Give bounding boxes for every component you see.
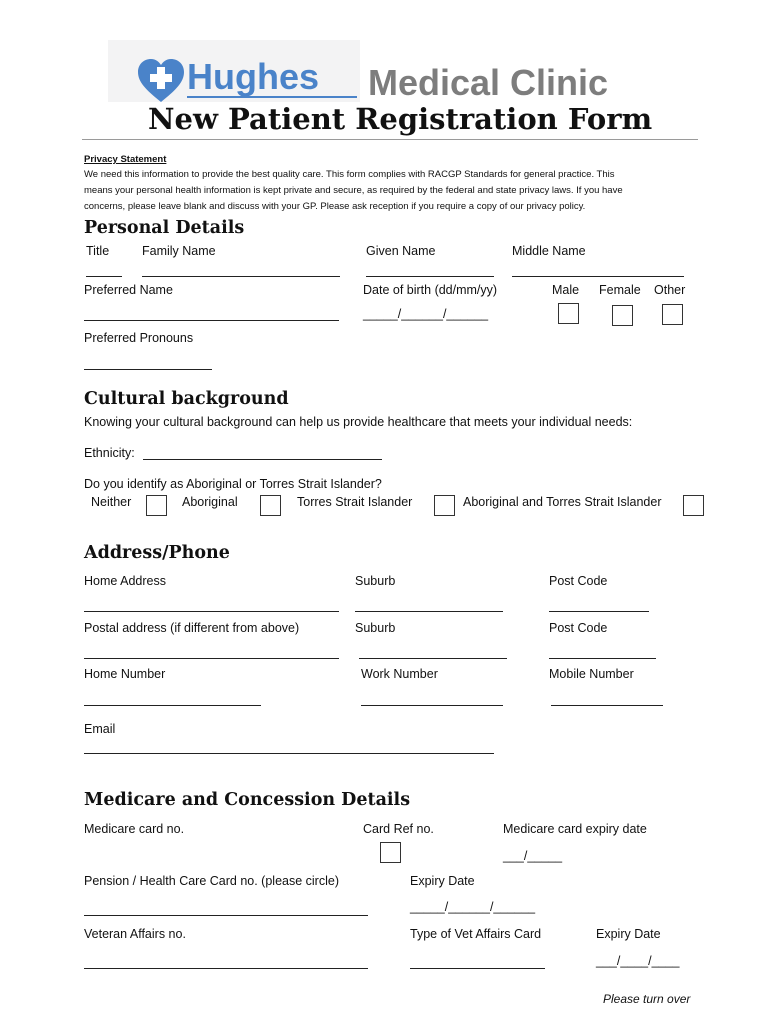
postcode-field-2[interactable] xyxy=(549,658,656,659)
pronouns-label: Preferred Pronouns xyxy=(84,331,194,345)
family-name-field[interactable] xyxy=(142,276,340,277)
logo-suffix: Medical Clinic xyxy=(368,62,609,103)
veteran-no-field[interactable] xyxy=(84,968,368,969)
privacy-heading: Privacy Statement xyxy=(84,154,167,165)
privacy-line-2: means your personal health information is kept private and secure, as required by the federal and state privacy laws. If you have xyxy=(84,185,623,196)
vet-card-type-label: Type of Vet Affairs Card xyxy=(410,927,542,941)
home-address-label: Home Address xyxy=(84,574,166,588)
ethnicity-label: Ethnicity: xyxy=(84,446,135,460)
middle-name-label: Middle Name xyxy=(512,244,586,258)
both-label: Aboriginal and Torres Strait Islander xyxy=(463,495,662,509)
medicare-card-label: Medicare card no. xyxy=(84,822,185,836)
work-number-field[interactable] xyxy=(361,705,503,706)
title-field[interactable] xyxy=(86,276,122,277)
home-number-field[interactable] xyxy=(84,705,261,706)
cultural-intro: Knowing your cultural background can help us provide healthcare that meets your individual needs: xyxy=(84,415,633,429)
logo-underline xyxy=(187,96,357,98)
other-checkbox[interactable] xyxy=(662,304,683,325)
pension-expiry-field[interactable]: _____/______/______ xyxy=(410,900,536,914)
privacy-line-3: concerns, please leave blank and discuss with your GP. Please ask reception if you require a copy of our privacy policy. xyxy=(84,201,586,212)
preferred-name-label: Preferred Name xyxy=(84,283,173,297)
aboriginal-label: Aboriginal xyxy=(182,495,238,509)
pension-expiry-label: Expiry Date xyxy=(410,874,475,888)
postcode-field-1[interactable] xyxy=(549,611,649,612)
card-ref-box[interactable] xyxy=(380,842,401,863)
address-heading: Address/Phone xyxy=(84,543,230,563)
suburb-label-2: Suburb xyxy=(355,621,396,635)
medicare-expiry-label: Medicare card expiry date xyxy=(503,822,647,836)
email-label: Email xyxy=(84,722,116,736)
mobile-number-label: Mobile Number xyxy=(549,667,634,681)
dob-label: Date of birth (dd/mm/yy) xyxy=(363,283,498,297)
work-number-label: Work Number xyxy=(361,667,438,681)
female-checkbox[interactable] xyxy=(612,305,633,326)
neither-checkbox[interactable] xyxy=(146,495,167,516)
dob-field[interactable]: _____/______/______ xyxy=(363,307,489,321)
vet-expiry-field[interactable]: ___/____/____ xyxy=(596,954,680,968)
postcode-label-2: Post Code xyxy=(549,621,608,635)
postcode-label-1: Post Code xyxy=(549,574,608,588)
pronouns-field[interactable] xyxy=(84,369,212,370)
both-checkbox[interactable] xyxy=(683,495,704,516)
medicare-heading: Medicare and Concession Details xyxy=(84,790,411,810)
home-address-field[interactable] xyxy=(84,611,339,612)
vet-card-type-field[interactable] xyxy=(410,968,545,969)
ethnicity-field[interactable] xyxy=(143,459,382,460)
atsi-question: Do you identify as Aboriginal or Torres Strait Islander? xyxy=(84,477,382,491)
cultural-heading: Cultural background xyxy=(84,389,289,409)
veteran-label: Veteran Affairs no. xyxy=(84,927,186,941)
male-label: Male xyxy=(552,283,580,297)
male-checkbox[interactable] xyxy=(558,303,579,324)
neither-label: Neither xyxy=(91,495,132,509)
suburb-label-1: Suburb xyxy=(355,574,396,588)
aboriginal-checkbox[interactable] xyxy=(260,495,281,516)
family-name-label: Family Name xyxy=(142,244,216,258)
torres-checkbox[interactable] xyxy=(434,495,455,516)
card-ref-label: Card Ref no. xyxy=(363,822,434,836)
mobile-number-field[interactable] xyxy=(551,705,663,706)
title-divider xyxy=(82,139,698,140)
pension-card-field[interactable] xyxy=(84,915,368,916)
vet-expiry-label: Expiry Date xyxy=(596,927,661,941)
page-title: New Patient Registration Form xyxy=(148,102,653,136)
suburb-field-1[interactable] xyxy=(355,611,503,612)
heart-cross-icon xyxy=(136,58,186,104)
medicare-expiry-field[interactable]: ___/_____ xyxy=(503,849,563,863)
pension-label: Pension / Health Care Card no. (please circle) xyxy=(84,874,339,888)
suburb-field-2[interactable] xyxy=(359,658,507,659)
postal-address-label: Postal address (if different from above) xyxy=(84,621,300,635)
given-name-label: Given Name xyxy=(366,244,436,258)
postal-address-field[interactable] xyxy=(84,658,339,659)
privacy-line-1: We need this information to provide the best quality care. This form complies with RACGP Standards for general practice. This xyxy=(84,169,615,180)
email-field[interactable] xyxy=(84,753,494,754)
torres-label: Torres Strait Islander xyxy=(297,495,413,509)
turn-over-note: Please turn over xyxy=(603,992,691,1006)
female-label: Female xyxy=(599,283,641,297)
personal-details-heading: Personal Details xyxy=(84,218,245,238)
preferred-name-field[interactable] xyxy=(84,320,339,321)
other-label: Other xyxy=(654,283,686,297)
middle-name-field[interactable] xyxy=(512,276,684,277)
given-name-field[interactable] xyxy=(366,276,494,277)
home-number-label: Home Number xyxy=(84,667,166,681)
title-label: Title xyxy=(86,244,110,258)
logo-brand: Hughes xyxy=(187,56,320,97)
